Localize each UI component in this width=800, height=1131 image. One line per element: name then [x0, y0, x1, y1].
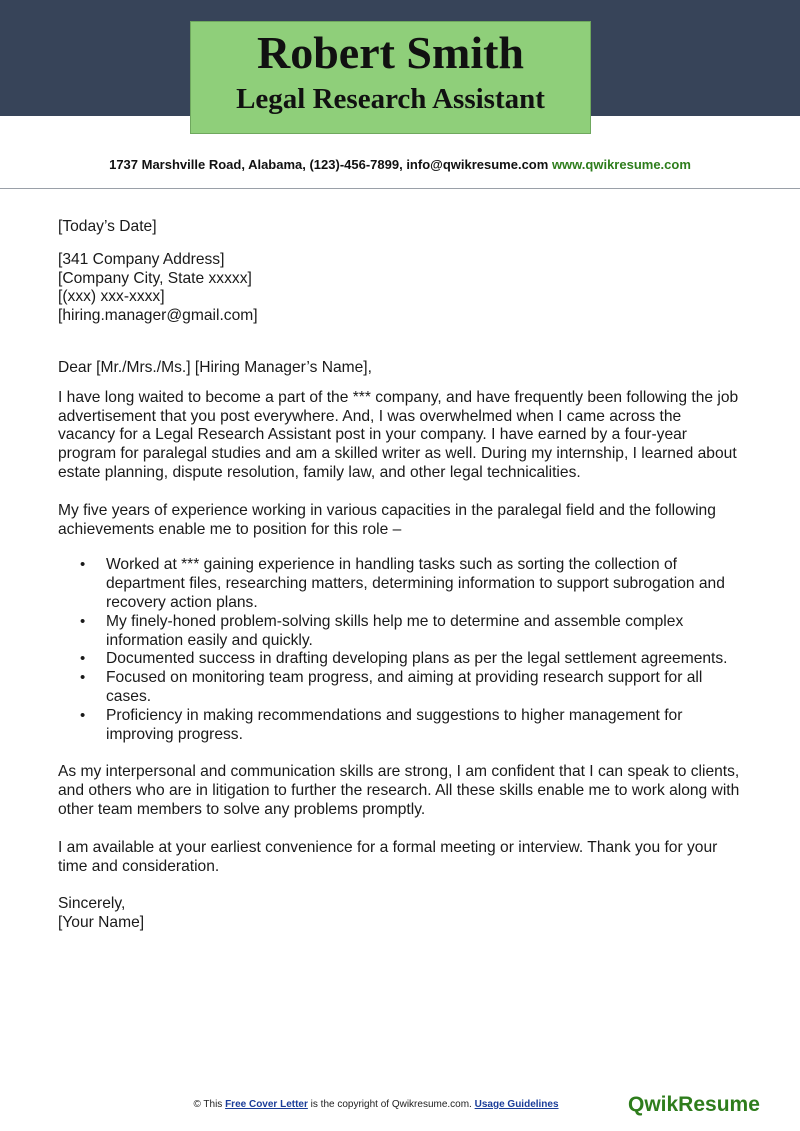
address-line: [(xxx) xxx-xxxx]: [58, 288, 165, 306]
paragraph-experience: My five years of experience working in various capacities in the paralegal field and the following achievements enable me to position for this role –: [58, 501, 716, 538]
website-link[interactable]: www.qwikresume.com: [551, 157, 691, 172]
header-divider: [0, 188, 800, 189]
signoff: Sincerely,: [58, 895, 126, 913]
list-item-text: Proficiency in making recommendations and suggestions to higher management for improving progress.: [106, 706, 683, 743]
paragraph-intro: I have long waited to become a part of the *** company, and have frequently been following the job advertisement that you post everywhere. And, I was overwhelmed when I came across the vacancy for a Legal Research Assistant post in your company. I have earned by a four-year program for paralegal studies and am a skilled writer as well. During my internship, I learned about estate planning, dispute resolution, family law, and other legal technicalities.: [58, 388, 739, 481]
list-item-text: Focused on monitoring team progress, and aiming at providing research support for all cases.: [106, 669, 703, 705]
list-item-text: Documented success in drafting developing plans as per the legal settlement agreements.: [106, 650, 728, 668]
list-item: [58, 650, 740, 669]
footer-prefix: © This: [193, 1099, 223, 1110]
recipient-address: [58, 251, 740, 326]
list-item: [58, 669, 740, 707]
qwikresume-logo: [628, 1093, 760, 1117]
usage-guidelines-link[interactable]: Usage Guidelines: [474, 1099, 559, 1110]
list-item: [58, 556, 740, 612]
list-item-text: My finely-honed problem-solving skills help me to determine and assemble complex information easily and quickly.: [106, 612, 684, 649]
free-cover-letter-link[interactable]: Free Cover Letter: [225, 1099, 308, 1110]
paragraph-skills: As my interpersonal and communication skills are strong, I am confident that I can speak to clients, and others who are in litigation to further the research. All these skills enable me to work along with other team members to solve any problems promptly.: [58, 763, 740, 818]
bullet-icon: •: [80, 669, 86, 687]
brand-logo-text: QwikResume: [628, 1093, 760, 1116]
letter-date: [Today’s Date]: [58, 218, 157, 235]
address-line: [Company City, State xxxxx]: [58, 269, 252, 287]
list-item-text: Worked at *** gaining experience in handling tasks such as sorting the collection of department files, researching matters, determining information to support subrogation and recovery action plans.: [106, 556, 725, 611]
address-line: [341 Company Address]: [58, 250, 225, 268]
list-item: [58, 613, 740, 651]
contact-line: [0, 157, 800, 172]
contact-details: 1737 Marshville Road, Alabama, (123)-456-7899, info@qwikresume.com: [109, 157, 549, 172]
bullet-icon: •: [80, 612, 86, 630]
address-line: [hiring.manager@gmail.com]: [58, 307, 258, 325]
name-title-box: [190, 21, 591, 134]
achievements-list: [58, 556, 740, 744]
paragraph-closing: I am available at your earliest convenience for a formal meeting or interview. Thank you for your time and consideration.: [58, 838, 718, 875]
letter-body: [58, 218, 740, 933]
signature: [Your Name]: [58, 914, 145, 932]
greeting: Dear [Mr./Mrs./Ms.] [Hiring Manager’s Name],: [58, 358, 372, 376]
bullet-icon: •: [80, 650, 86, 668]
footer-middle: is the copyright of Qwikresume.com.: [310, 1099, 472, 1110]
job-title: Legal Research Assistant: [236, 83, 545, 115]
bullet-icon: •: [80, 556, 86, 574]
list-item: [58, 707, 740, 745]
candidate-name: Robert Smith: [256, 27, 525, 78]
bullet-icon: •: [80, 706, 86, 724]
